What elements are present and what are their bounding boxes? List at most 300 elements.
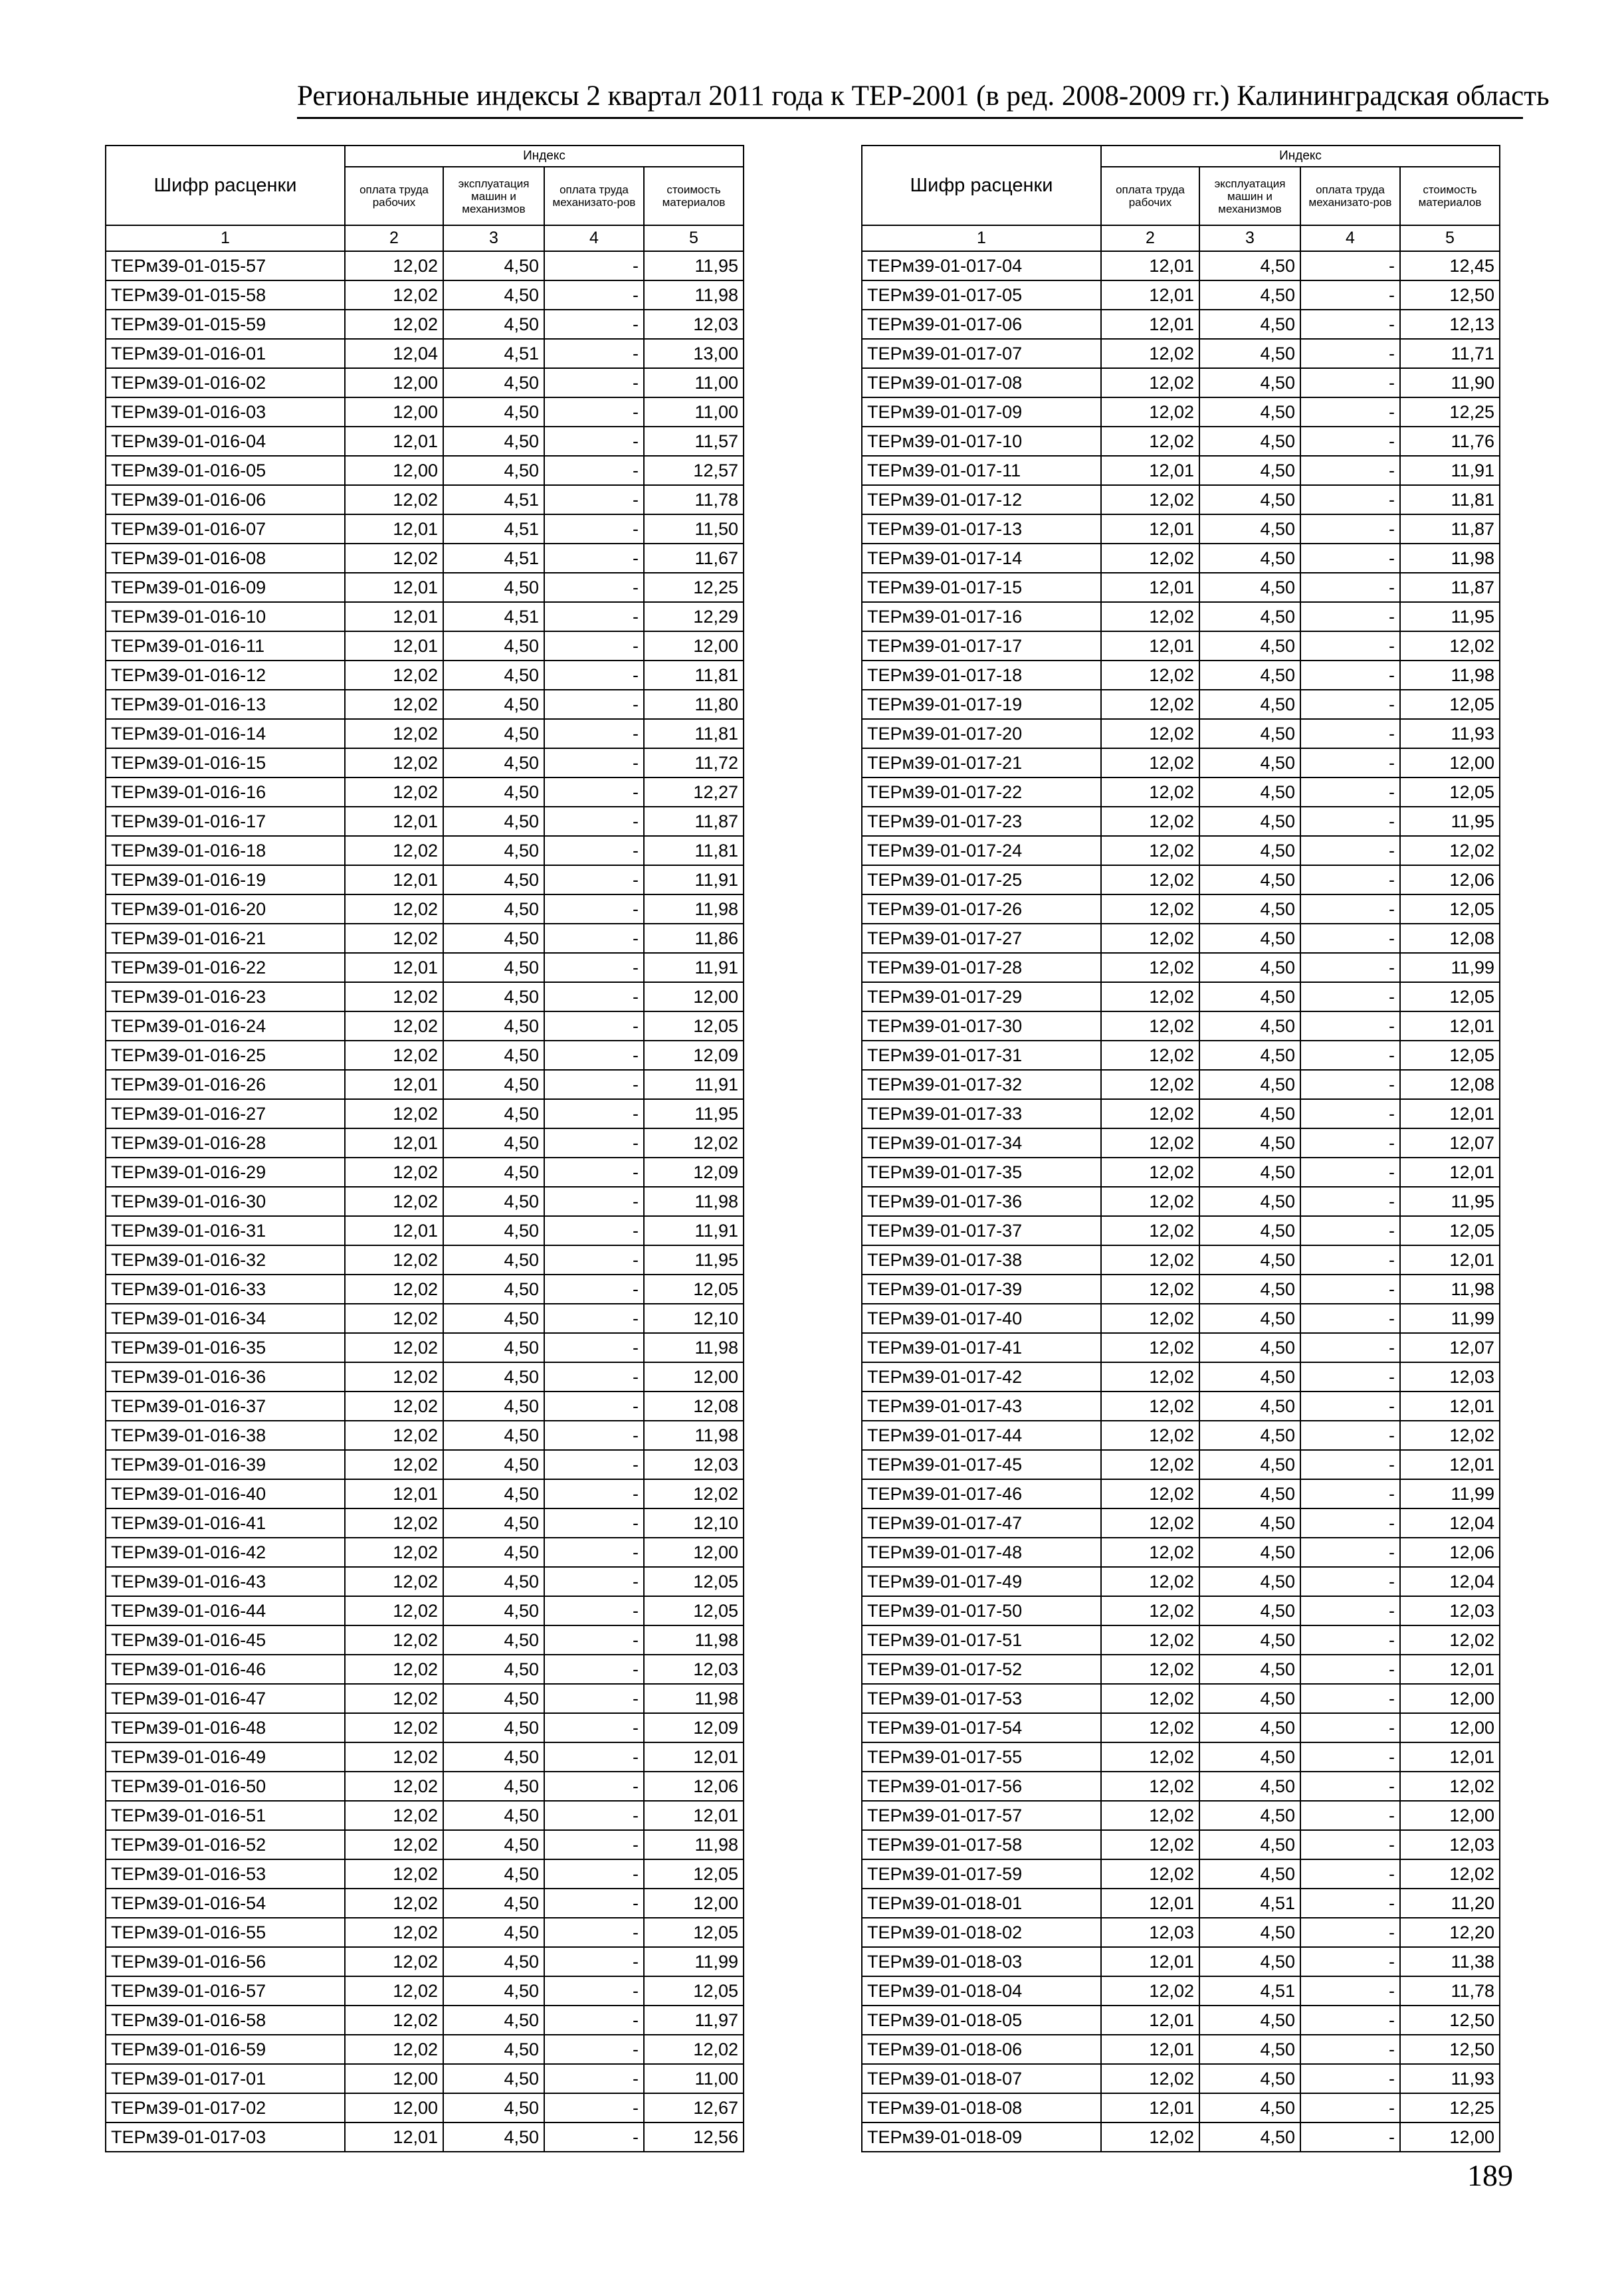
table-row: [862, 1128, 1500, 1158]
cell-materials: 12,09: [644, 1041, 744, 1070]
table-row: [106, 602, 744, 631]
cell-machines: 4,50: [1199, 1041, 1300, 1070]
cell-machines: 4,50: [443, 1947, 544, 1976]
cell-code: ТЕРм39-01-016-30: [106, 1187, 345, 1216]
cell-code: ТЕРм39-01-016-34: [106, 1304, 345, 1333]
cell-code: ТЕРм39-01-016-43: [106, 1567, 345, 1596]
cell-operators: -: [544, 777, 644, 807]
cell-materials: 12,00: [1400, 2122, 1500, 2152]
cell-labor: 12,01: [1101, 456, 1199, 485]
cell-labor: 12,01: [345, 602, 443, 631]
cell-materials: 11,98: [644, 1684, 744, 1713]
table-row: [862, 1070, 1500, 1099]
cell-labor: 12,02: [1101, 1450, 1199, 1479]
cell-code: ТЕРм39-01-016-36: [106, 1362, 345, 1392]
cell-materials: 12,00: [1400, 1713, 1500, 1742]
table-row: [106, 1801, 744, 1830]
cell-code: ТЕРм39-01-016-14: [106, 719, 345, 748]
cell-labor: 12,02: [345, 310, 443, 339]
cell-materials: 11,99: [1400, 1304, 1500, 1333]
cell-labor: 12,02: [1101, 1976, 1199, 2006]
table-row: [862, 280, 1500, 310]
table-row: [106, 1216, 744, 1245]
cell-labor: 12,01: [1101, 280, 1199, 310]
table-row: [862, 719, 1500, 748]
table-row: [106, 485, 744, 514]
cell-code: ТЕРм39-01-016-33: [106, 1275, 345, 1304]
table-row: [106, 1333, 744, 1362]
cell-materials: 12,03: [644, 1655, 744, 1684]
cell-materials: 11,87: [644, 807, 744, 836]
cell-operators: -: [544, 1099, 644, 1128]
header-operators: оплата труда механизато-ров: [544, 167, 644, 225]
cell-labor: 12,02: [1101, 1158, 1199, 1187]
cell-machines: 4,50: [1199, 661, 1300, 690]
cell-machines: 4,50: [1199, 1830, 1300, 1859]
cell-machines: 4,50: [443, 2093, 544, 2122]
table-row: [862, 748, 1500, 777]
cell-code: ТЕРм39-01-017-28: [862, 953, 1101, 982]
cell-operators: -: [544, 661, 644, 690]
table-row: [862, 514, 1500, 544]
cell-machines: 4,50: [443, 1450, 544, 1479]
cell-code: ТЕРм39-01-017-02: [106, 2093, 345, 2122]
table-row: [106, 280, 744, 310]
cell-code: ТЕРм39-01-016-40: [106, 1479, 345, 1508]
table-row: [862, 661, 1500, 690]
cell-labor: 12,02: [1101, 2122, 1199, 2152]
cell-labor: 12,02: [345, 1011, 443, 1041]
table-row: [106, 1742, 744, 1772]
cell-labor: 12,02: [345, 1041, 443, 1070]
cell-operators: -: [1300, 1245, 1400, 1275]
cell-labor: 12,02: [1101, 807, 1199, 836]
cell-labor: 12,00: [345, 2093, 443, 2122]
cell-labor: 12,01: [345, 427, 443, 456]
cell-machines: 4,50: [1199, 1742, 1300, 1772]
cell-operators: -: [544, 1041, 644, 1070]
cell-code: ТЕРм39-01-018-06: [862, 2035, 1101, 2064]
table-row: [106, 1684, 744, 1713]
cell-code: ТЕРм39-01-017-38: [862, 1245, 1101, 1275]
table-row: [106, 836, 744, 865]
cell-operators: -: [1300, 1128, 1400, 1158]
table-row: [862, 836, 1500, 865]
cell-operators: -: [544, 1421, 644, 1450]
cell-operators: -: [544, 602, 644, 631]
table-row: [862, 397, 1500, 427]
cell-machines: 4,50: [443, 1596, 544, 1625]
cell-labor: 12,02: [1101, 1742, 1199, 1772]
cell-code: ТЕРм39-01-016-28: [106, 1128, 345, 1158]
cell-operators: -: [544, 1333, 644, 1362]
cell-labor: 12,02: [345, 1889, 443, 1918]
cell-machines: 4,50: [443, 1216, 544, 1245]
table-row: [106, 719, 744, 748]
cell-materials: 11,81: [1400, 485, 1500, 514]
cell-code: ТЕРм39-01-015-59: [106, 310, 345, 339]
cell-labor: 12,02: [345, 2035, 443, 2064]
cell-labor: 12,02: [345, 1538, 443, 1567]
cell-materials: 11,98: [644, 280, 744, 310]
cell-materials: 11,72: [644, 748, 744, 777]
cell-operators: -: [1300, 427, 1400, 456]
cell-operators: -: [1300, 924, 1400, 953]
table-row: [106, 1713, 744, 1742]
cell-labor: 12,01: [345, 2122, 443, 2152]
cell-operators: -: [1300, 339, 1400, 368]
cell-materials: 12,03: [644, 1450, 744, 1479]
cell-labor: 12,00: [345, 456, 443, 485]
cell-operators: -: [1300, 251, 1400, 280]
cell-operators: -: [544, 1479, 644, 1508]
cell-labor: 12,01: [1101, 573, 1199, 602]
cell-materials: 12,01: [1400, 1392, 1500, 1421]
table-row: [106, 1392, 744, 1421]
cell-materials: 12,05: [644, 1918, 744, 1947]
cell-materials: 11,98: [644, 894, 744, 924]
cell-machines: 4,50: [1199, 2122, 1300, 2152]
cell-code: ТЕРм39-01-016-06: [106, 485, 345, 514]
cell-materials: 12,05: [644, 1567, 744, 1596]
header-index: Индекс: [1101, 146, 1500, 167]
cell-labor: 12,02: [1101, 368, 1199, 397]
cell-labor: 12,02: [1101, 1245, 1199, 1275]
cell-machines: 4,50: [1199, 1245, 1300, 1275]
table-row: [106, 1041, 744, 1070]
cell-machines: 4,50: [443, 924, 544, 953]
cell-labor: 12,02: [345, 251, 443, 280]
column-number: 1: [862, 225, 1101, 251]
header-labor: оплата труда рабочих: [1101, 167, 1199, 225]
cell-labor: 12,02: [345, 1684, 443, 1713]
table-row: [862, 777, 1500, 807]
table-row: [862, 2064, 1500, 2093]
cell-labor: 12,02: [1101, 982, 1199, 1011]
cell-materials: 11,95: [1400, 602, 1500, 631]
cell-materials: 12,09: [644, 1158, 744, 1187]
cell-machines: 4,50: [443, 2122, 544, 2152]
table-row: [862, 982, 1500, 1011]
cell-code: ТЕРм39-01-016-18: [106, 836, 345, 865]
cell-labor: 12,01: [345, 631, 443, 661]
cell-labor: 12,02: [345, 485, 443, 514]
cell-machines: 4,50: [1199, 1538, 1300, 1567]
cell-operators: -: [544, 894, 644, 924]
table-row: [862, 1596, 1500, 1625]
cell-materials: 11,95: [644, 1245, 744, 1275]
cell-code: ТЕРм39-01-018-02: [862, 1918, 1101, 1947]
cell-materials: 11,91: [1400, 456, 1500, 485]
cell-operators: -: [1300, 1508, 1400, 1538]
cell-operators: -: [1300, 953, 1400, 982]
cell-code: ТЕРм39-01-016-46: [106, 1655, 345, 1684]
table-row: [106, 1245, 744, 1275]
cell-code: ТЕРм39-01-016-59: [106, 2035, 345, 2064]
cell-code: ТЕРм39-01-016-49: [106, 1742, 345, 1772]
cell-code: ТЕРм39-01-017-49: [862, 1567, 1101, 1596]
table-row: [862, 1099, 1500, 1128]
cell-code: ТЕРм39-01-017-15: [862, 573, 1101, 602]
cell-materials: 12,02: [644, 1128, 744, 1158]
cell-operators: -: [1300, 1479, 1400, 1508]
cell-code: ТЕРм39-01-017-20: [862, 719, 1101, 748]
table-row: [862, 1508, 1500, 1538]
cell-code: ТЕРм39-01-017-27: [862, 924, 1101, 953]
cell-materials: 12,01: [1400, 1011, 1500, 1041]
cell-labor: 12,02: [1101, 2064, 1199, 2093]
cell-labor: 12,02: [1101, 690, 1199, 719]
cell-machines: 4,50: [1199, 1158, 1300, 1187]
cell-machines: 4,50: [443, 1859, 544, 1889]
cell-code: ТЕРм39-01-017-29: [862, 982, 1101, 1011]
cell-machines: 4,51: [443, 602, 544, 631]
cell-code: ТЕРм39-01-017-43: [862, 1392, 1101, 1421]
cell-code: ТЕРм39-01-017-36: [862, 1187, 1101, 1216]
cell-machines: 4,50: [1199, 485, 1300, 514]
table-row: [862, 1772, 1500, 1801]
cell-machines: 4,50: [1199, 631, 1300, 661]
cell-materials: 11,78: [644, 485, 744, 514]
cell-operators: -: [544, 1625, 644, 1655]
cell-labor: 12,01: [345, 1216, 443, 1245]
cell-machines: 4,50: [1199, 924, 1300, 953]
cell-labor: 12,02: [345, 924, 443, 953]
header-machines: эксплуатация машин и механизмов: [443, 167, 544, 225]
cell-machines: 4,50: [443, 368, 544, 397]
index-table-right: [861, 145, 1500, 2152]
page-number: 189: [1467, 2158, 1513, 2192]
table-row: [862, 1742, 1500, 1772]
table-row: [106, 397, 744, 427]
cell-labor: 12,02: [345, 777, 443, 807]
cell-labor: 12,01: [1101, 2093, 1199, 2122]
cell-labor: 12,02: [1101, 1304, 1199, 1333]
cell-operators: -: [1300, 1362, 1400, 1392]
cell-machines: 4,50: [1199, 1216, 1300, 1245]
cell-materials: 12,02: [1400, 1421, 1500, 1450]
cell-operators: -: [544, 2006, 644, 2035]
table-row: [862, 251, 1500, 280]
cell-machines: 4,50: [1199, 310, 1300, 339]
cell-operators: -: [1300, 1187, 1400, 1216]
column-number: 5: [644, 225, 744, 251]
table-row: [106, 982, 744, 1011]
cell-code: ТЕРм39-01-016-20: [106, 894, 345, 924]
table-row: [862, 1392, 1500, 1421]
cell-operators: -: [1300, 1742, 1400, 1772]
table-row: [106, 456, 744, 485]
cell-machines: 4,50: [443, 1275, 544, 1304]
cell-code: ТЕРм39-01-017-11: [862, 456, 1101, 485]
cell-code: ТЕРм39-01-018-05: [862, 2006, 1101, 2035]
cell-code: ТЕРм39-01-016-10: [106, 602, 345, 631]
cell-operators: -: [1300, 719, 1400, 748]
header-code: Шифр расценки: [106, 146, 345, 225]
cell-machines: 4,50: [1199, 280, 1300, 310]
cell-operators: -: [1300, 2035, 1400, 2064]
cell-machines: 4,50: [443, 1158, 544, 1187]
cell-operators: -: [544, 310, 644, 339]
table-row: [106, 1859, 744, 1889]
cell-materials: 11,50: [644, 514, 744, 544]
cell-operators: -: [544, 807, 644, 836]
cell-operators: -: [1300, 573, 1400, 602]
cell-labor: 12,02: [345, 1713, 443, 1742]
table-row: [106, 1772, 744, 1801]
cell-code: ТЕРм39-01-016-29: [106, 1158, 345, 1187]
cell-code: ТЕРм39-01-017-56: [862, 1772, 1101, 1801]
cell-operators: -: [544, 1011, 644, 1041]
cell-materials: 11,98: [1400, 544, 1500, 573]
cell-materials: 11,86: [644, 924, 744, 953]
cell-machines: 4,50: [1199, 1859, 1300, 1889]
cell-materials: 12,05: [1400, 1216, 1500, 1245]
cell-materials: 12,00: [644, 1889, 744, 1918]
cell-machines: 4,50: [443, 1479, 544, 1508]
column-number: 3: [443, 225, 544, 251]
cell-labor: 12,02: [345, 1918, 443, 1947]
cell-machines: 4,50: [1199, 1070, 1300, 1099]
cell-materials: 12,25: [644, 573, 744, 602]
cell-materials: 12,57: [644, 456, 744, 485]
table-row: [862, 1947, 1500, 1976]
cell-materials: 12,05: [644, 1859, 744, 1889]
table-row: [862, 1275, 1500, 1304]
cell-labor: 12,02: [345, 1508, 443, 1538]
cell-operators: -: [1300, 777, 1400, 807]
cell-labor: 12,01: [1101, 1947, 1199, 1976]
cell-code: ТЕРм39-01-017-54: [862, 1713, 1101, 1742]
cell-materials: 12,10: [644, 1508, 744, 1538]
cell-code: ТЕРм39-01-016-50: [106, 1772, 345, 1801]
cell-labor: 12,02: [1101, 1099, 1199, 1128]
cell-operators: -: [544, 1304, 644, 1333]
cell-code: ТЕРм39-01-017-10: [862, 427, 1101, 456]
cell-code: ТЕРм39-01-016-22: [106, 953, 345, 982]
cell-materials: 11,91: [644, 865, 744, 894]
cell-code: ТЕРм39-01-017-25: [862, 865, 1101, 894]
cell-machines: 4,51: [443, 514, 544, 544]
cell-labor: 12,02: [345, 1392, 443, 1421]
cell-operators: -: [1300, 807, 1400, 836]
table-row: [862, 1362, 1500, 1392]
cell-operators: -: [1300, 485, 1400, 514]
cell-materials: 12,01: [1400, 1099, 1500, 1128]
cell-materials: 12,08: [1400, 924, 1500, 953]
table-row: [862, 1859, 1500, 1889]
cell-materials: 11,87: [1400, 573, 1500, 602]
cell-machines: 4,50: [443, 251, 544, 280]
cell-operators: -: [544, 2035, 644, 2064]
table-row: [106, 777, 744, 807]
cell-operators: -: [1300, 836, 1400, 865]
cell-operators: -: [544, 1567, 644, 1596]
cell-materials: 12,20: [1400, 1918, 1500, 1947]
cell-operators: -: [544, 748, 644, 777]
cell-materials: 12,01: [1400, 1450, 1500, 1479]
cell-machines: 4,50: [1199, 719, 1300, 748]
table-row: [862, 894, 1500, 924]
table-row: [106, 1362, 744, 1392]
cell-operators: -: [1300, 2064, 1400, 2093]
cell-operators: -: [1300, 865, 1400, 894]
cell-machines: 4,50: [443, 1421, 544, 1450]
column-number: 1: [106, 225, 345, 251]
cell-operators: -: [1300, 602, 1400, 631]
cell-operators: -: [1300, 690, 1400, 719]
table-row: [862, 1450, 1500, 1479]
table-row: [862, 368, 1500, 397]
cell-machines: 4,50: [1199, 1421, 1300, 1450]
cell-operators: -: [544, 1392, 644, 1421]
cell-operators: -: [1300, 2006, 1400, 2035]
cell-code: ТЕРм39-01-017-55: [862, 1742, 1101, 1772]
cell-machines: 4,50: [1199, 1304, 1300, 1333]
cell-materials: 11,57: [644, 427, 744, 456]
table-row: [106, 924, 744, 953]
cell-machines: 4,50: [1199, 777, 1300, 807]
cell-materials: 11,91: [644, 953, 744, 982]
cell-code: ТЕРм39-01-016-23: [106, 982, 345, 1011]
cell-code: ТЕРм39-01-016-08: [106, 544, 345, 573]
cell-machines: 4,50: [443, 807, 544, 836]
cell-materials: 11,81: [644, 836, 744, 865]
cell-materials: 11,97: [644, 2006, 744, 2035]
cell-operators: -: [544, 1742, 644, 1772]
table-row: [862, 2122, 1500, 2152]
table-row: [106, 1275, 744, 1304]
cell-machines: 4,51: [443, 544, 544, 573]
cell-labor: 12,02: [1101, 602, 1199, 631]
cell-labor: 12,02: [1101, 397, 1199, 427]
cell-machines: 4,50: [443, 1625, 544, 1655]
cell-materials: 12,01: [644, 1742, 744, 1772]
cell-labor: 12,02: [345, 1625, 443, 1655]
cell-materials: 12,01: [1400, 1742, 1500, 1772]
cell-labor: 12,02: [1101, 1421, 1199, 1450]
cell-machines: 4,50: [443, 894, 544, 924]
cell-materials: 11,91: [644, 1070, 744, 1099]
table-row: [106, 2122, 744, 2152]
table-row: [106, 1508, 744, 1538]
cell-operators: -: [544, 397, 644, 427]
cell-code: ТЕРм39-01-017-08: [862, 368, 1101, 397]
cell-operators: -: [544, 719, 644, 748]
cell-machines: 4,50: [443, 1538, 544, 1567]
cell-code: ТЕРм39-01-016-45: [106, 1625, 345, 1655]
cell-operators: -: [1300, 1041, 1400, 1070]
cell-labor: 12,01: [1101, 631, 1199, 661]
cell-machines: 4,50: [1199, 865, 1300, 894]
cell-materials: 11,98: [644, 1333, 744, 1362]
table-row: [106, 1976, 744, 2006]
cell-materials: 12,05: [1400, 894, 1500, 924]
cell-code: ТЕРм39-01-017-44: [862, 1421, 1101, 1450]
cell-labor: 12,01: [1101, 310, 1199, 339]
cell-operators: -: [544, 2093, 644, 2122]
cell-machines: 4,50: [443, 1392, 544, 1421]
cell-operators: -: [544, 2122, 644, 2152]
cell-operators: -: [544, 1976, 644, 2006]
cell-machines: 4,50: [1199, 1508, 1300, 1538]
cell-machines: 4,50: [1199, 748, 1300, 777]
cell-machines: 4,50: [443, 982, 544, 1011]
cell-labor: 12,01: [345, 1479, 443, 1508]
cell-code: ТЕРм39-01-016-54: [106, 1889, 345, 1918]
cell-operators: -: [1300, 631, 1400, 661]
cell-code: ТЕРм39-01-016-07: [106, 514, 345, 544]
